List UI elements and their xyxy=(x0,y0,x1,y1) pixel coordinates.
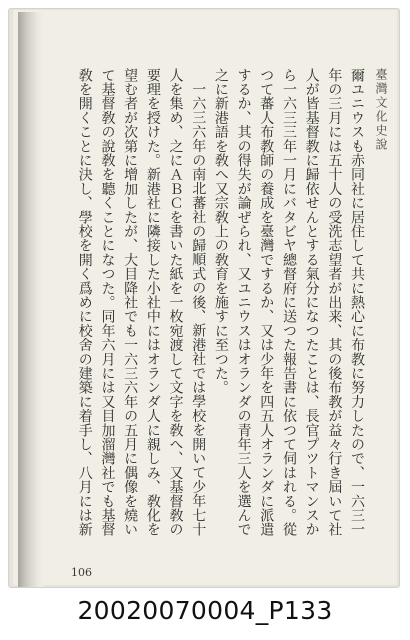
text-column-7: 之に新港語を敎へ又宗敎上の敎育を施すに至つた。 xyxy=(212,68,229,395)
book-gutter-shadow xyxy=(18,12,44,587)
running-header: 臺灣文化史說 xyxy=(374,68,388,152)
book-page xyxy=(13,10,397,585)
vertical-text-body xyxy=(67,68,365,548)
text-column-2: 年の三月には五十人の受洗志望者が出来、其の後布教が益々行き屆いて社 xyxy=(326,68,343,537)
scan-identifier: 20020070004_P133 xyxy=(77,596,333,625)
text-column-3: 人が皆基督教に歸依せんとする氣分になつたことは、長官プツトマンスか xyxy=(303,68,320,537)
scanned-page-image xyxy=(8,8,400,588)
text-column-10: 要理を授けた。新港社に隣接した小社中にはオランダ人に親しみ、敎化を xyxy=(144,68,161,537)
text-column-11: 望む者が次第に增加したが、大目降社でも一六三六年の五月に偶像を燒い xyxy=(122,68,139,537)
text-column-9: 人を集め、之にＡＢＣを書いた紙を一枚宛渡して文字を敎へ、又基督敎の xyxy=(167,68,184,537)
page-number: 106 xyxy=(71,566,92,579)
text-column-6: するか、其の得失が論ぜられ、又ユニウスはオランダの青年三人を選んで xyxy=(235,68,252,537)
text-column-4: ら一六三三年一月にバタビヤ總督府に送つた報告書に依つて伺はれる。從 xyxy=(280,68,297,537)
text-column-5: つて蕃人布教師の養成を臺灣でするか、又は少年を四五人オランダに派遣 xyxy=(258,68,275,537)
text-column-12: て基督敎の說敎を聽くことになつた。同年六月には又目加溜灣社でも基督 xyxy=(99,68,116,537)
text-column-13: 敎を開くことに決し、學校を開く爲めに校舍の建築に着手し、八月には新 xyxy=(76,68,93,537)
text-column-8: 一六三六年の南北蕃社の歸順式の後、新港社では學校を開いて少年七十 xyxy=(190,82,207,537)
text-column-1: 爾ユニウスも赤同社に居住して共に熱心に布教に努力したので、一六三一 xyxy=(349,68,365,537)
